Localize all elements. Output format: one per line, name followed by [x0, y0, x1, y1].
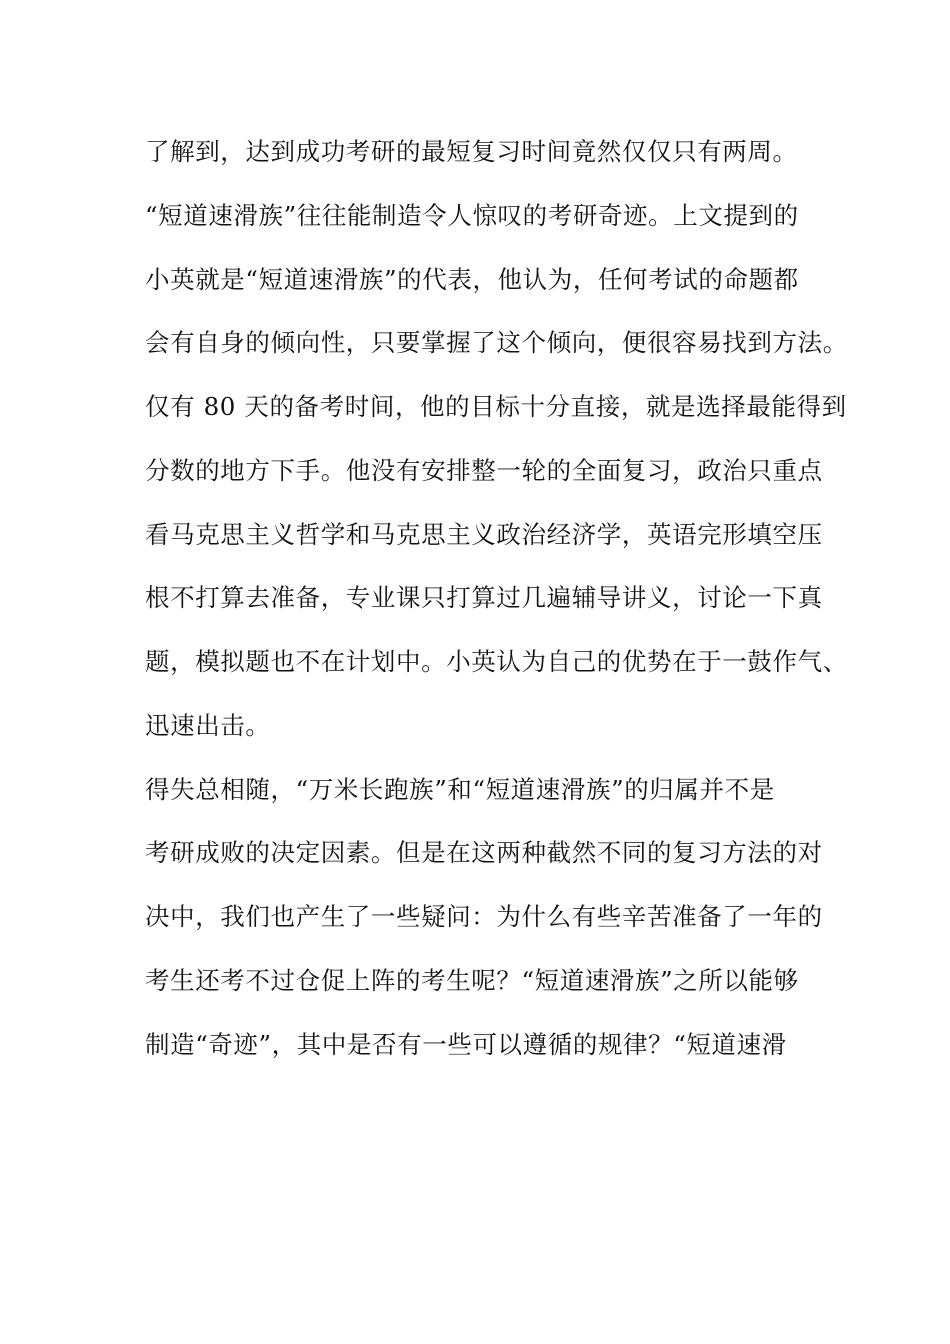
text-line: 了解到，达到成功考研的最短复习时间竟然仅仅只有两周。	[145, 137, 798, 166]
body-text	[145, 128, 848, 1084]
text-line: 决中，我们也产生了一些疑问：为什么有些辛苦准备了一年的	[145, 902, 823, 931]
text-line: 仅有 80 天的备考时间，他的目标十分直接，就是选择最能得到	[145, 392, 847, 421]
text-line: 得失总相随，“万米长跑族”和“短道速滑族”的归属并不是	[145, 774, 775, 804]
text-line: 迅速出击。	[145, 710, 271, 740]
text-line: 看马克思主义哲学和马克思主义政治经济学，英语完形填空压	[145, 519, 823, 549]
text-line: 根不打算去准备，专业课只打算过几遍辅导讲义，讨论一下真	[145, 583, 823, 613]
text-line: 题，模拟题也不在计划中。小英认为自己的优势在于一鼓作气、	[145, 647, 848, 676]
text-line: 会有自身的倾向性，只要掌握了这个倾向，便很容易找到方法。	[145, 328, 848, 358]
text-line: 小英就是“短道速滑族”的代表，他认为，任何考试的命题都	[145, 264, 799, 294]
text-line: 考生还考不过仓促上阵的考生呢？“短道速滑族”之所以能够	[145, 965, 799, 995]
text-line: 考研成败的决定因素。但是在这两种截然不同的复习方法的对	[145, 838, 823, 868]
text-line: “短道速滑族”往往能制造令人惊叹的考研奇迹。上文提到的	[145, 200, 799, 230]
text-line: 分数的地方下手。他没有安排整一轮的全面复习，政治只重点	[145, 455, 823, 485]
text-line: 制造“奇迹”，其中是否有一些可以遵循的规律？“短道速滑	[145, 1029, 787, 1059]
